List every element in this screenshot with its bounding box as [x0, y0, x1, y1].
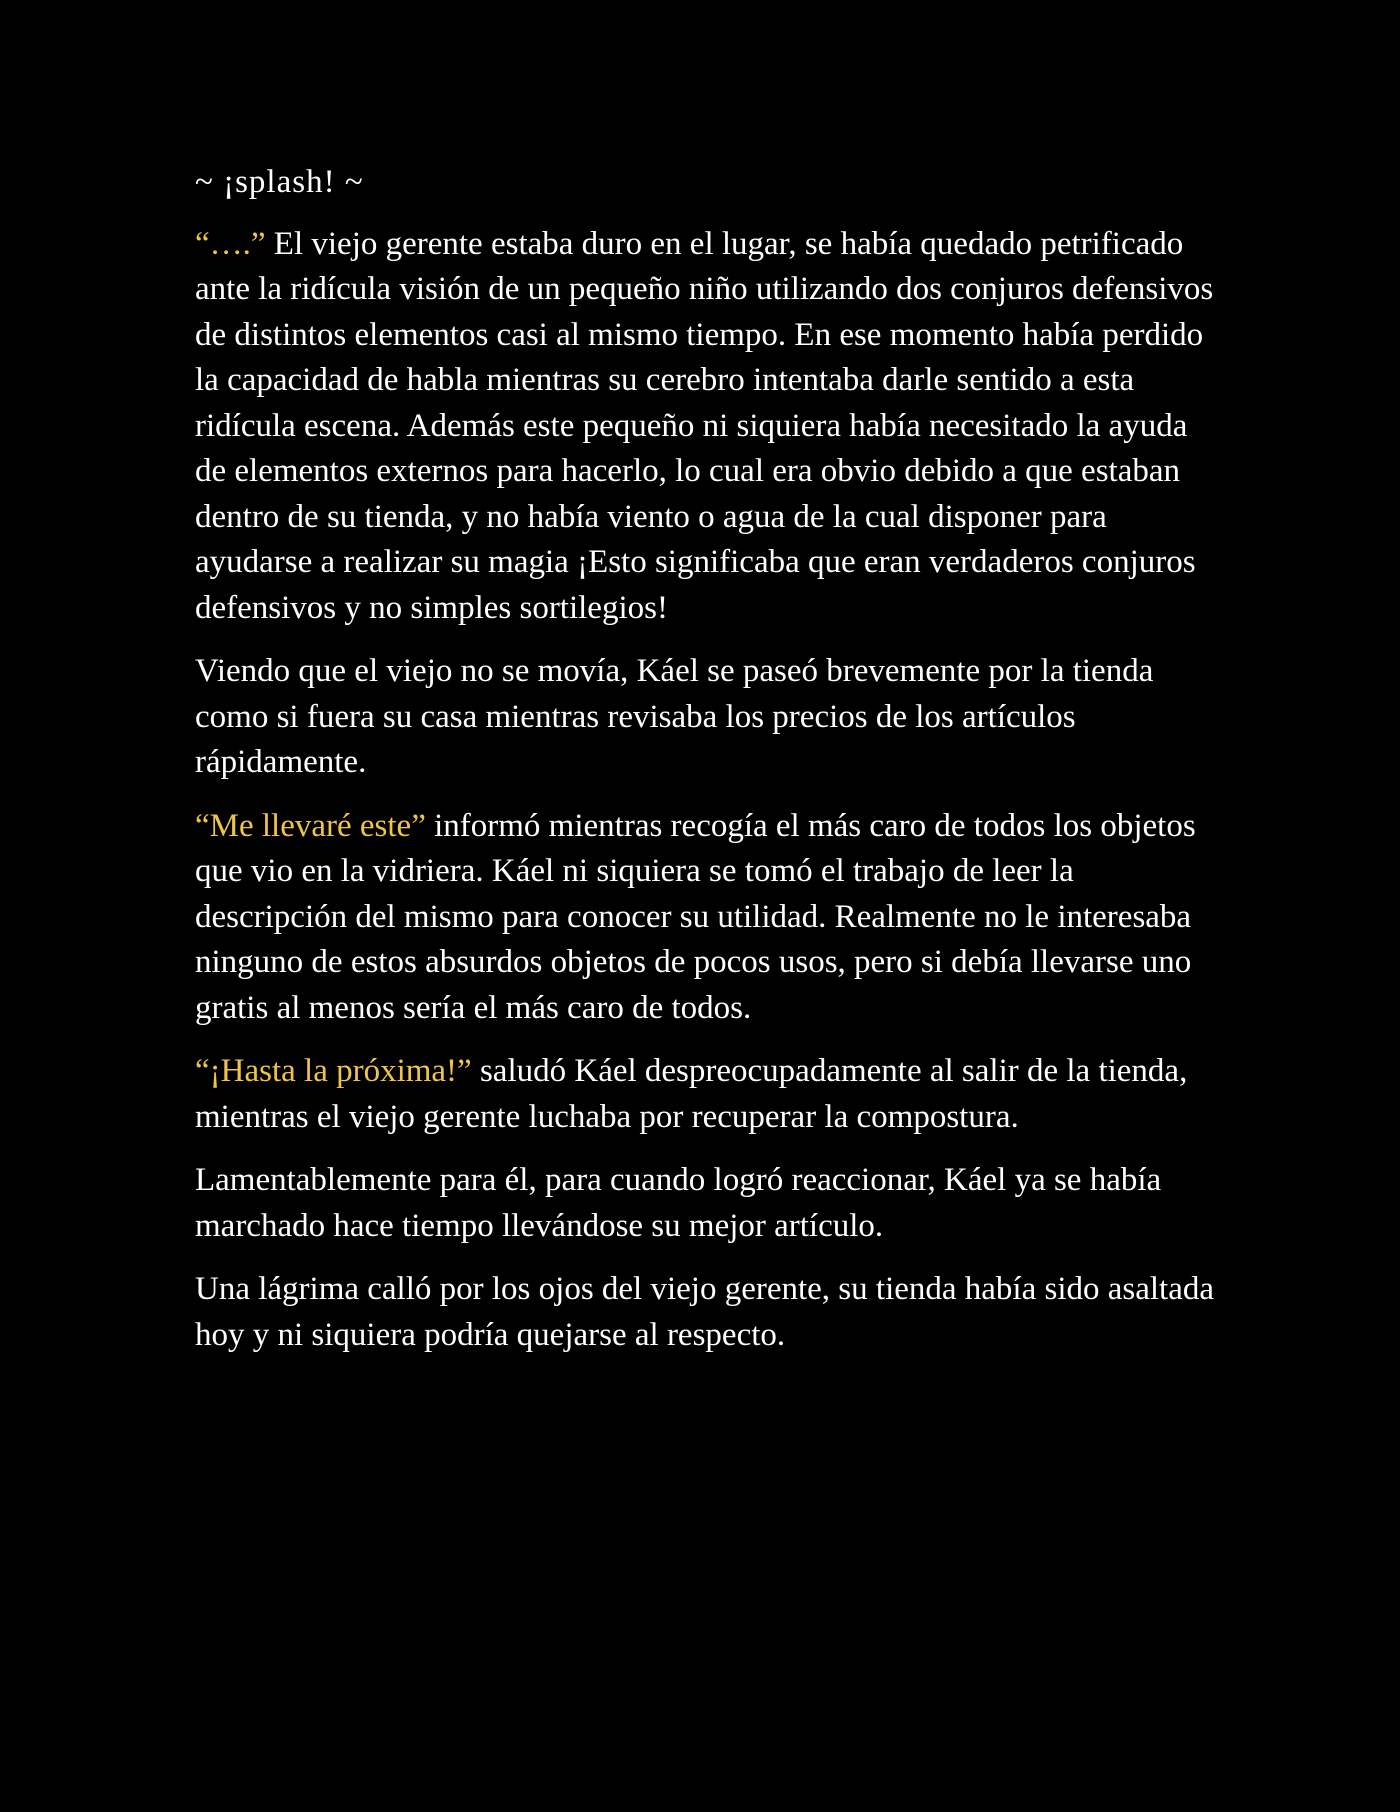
paragraph-6	[195, 1267, 1215, 1358]
dialogue-speech: “¡Hasta la próxima!”	[195, 1053, 472, 1089]
paragraph-text: informó mientras recogía el más caro de todos los objetos que vio en la vidriera. Káel ni siquiera se tomó el trabajo de leer la descripción del mismo para conocer su utilidad. Realmente no le interesaba ninguno de estos absurdos objetos de pocos usos, pero si debía llevarse uno gratis al menos sería el más caro de todos.	[195, 807, 1196, 1026]
paragraph-1	[195, 222, 1215, 632]
paragraph-text: Una lágrima calló por los ojos del viejo gerente, su tienda había sido asaltada hoy y ni siquiera podría quejarse al respecto.	[195, 1271, 1215, 1353]
paragraph-text: saludó Káel despreocupadamente al salir de la tienda, mientras el viejo gerente luchaba por recuperar la compostura.	[195, 1053, 1188, 1135]
paragraph-2	[195, 649, 1215, 786]
sound-effect: ~ ¡splash! ~	[195, 164, 364, 200]
story-text	[195, 160, 1215, 1376]
dialogue-speech: “….”	[195, 225, 266, 262]
paragraph-text: El viejo gerente estaba duro en el lugar, se había quedado petrificado ante la ridícula visión de un pequeño niño utilizando dos conjuros defensivos de distintos elementos casi al mismo tiempo. En ese momento había perdido la capacidad de habla mientras su cerebro intentaba darle sentido a esta ridícula escena. Además este pequeño ni siquiera había necesitado la ayuda de elementos externos para hacerlo, lo cual era obvio debido a que estaban dentro de su tienda, y no había viento o agua de la cual disponer para ayudarse a realizar su magia ¡Esto significaba que eran verdaderos conjuros defensivos y no simples sortilegios!	[195, 225, 1214, 626]
paragraph-3	[195, 804, 1215, 1032]
dialogue-speech: “Me llevaré este”	[195, 807, 426, 844]
paragraph-4	[195, 1049, 1215, 1140]
paragraph-5	[195, 1158, 1215, 1249]
paragraph-text: Lamentablemente para él, para cuando logró reaccionar, Káel ya se había marchado hace tiempo llevándose su mejor artículo.	[195, 1162, 1162, 1244]
paragraph-text: Viendo que el viejo no se movía, Káel se paseó brevemente por la tienda como si fuera su casa mientras revisaba los precios de los artículos rápidamente.	[195, 653, 1154, 780]
